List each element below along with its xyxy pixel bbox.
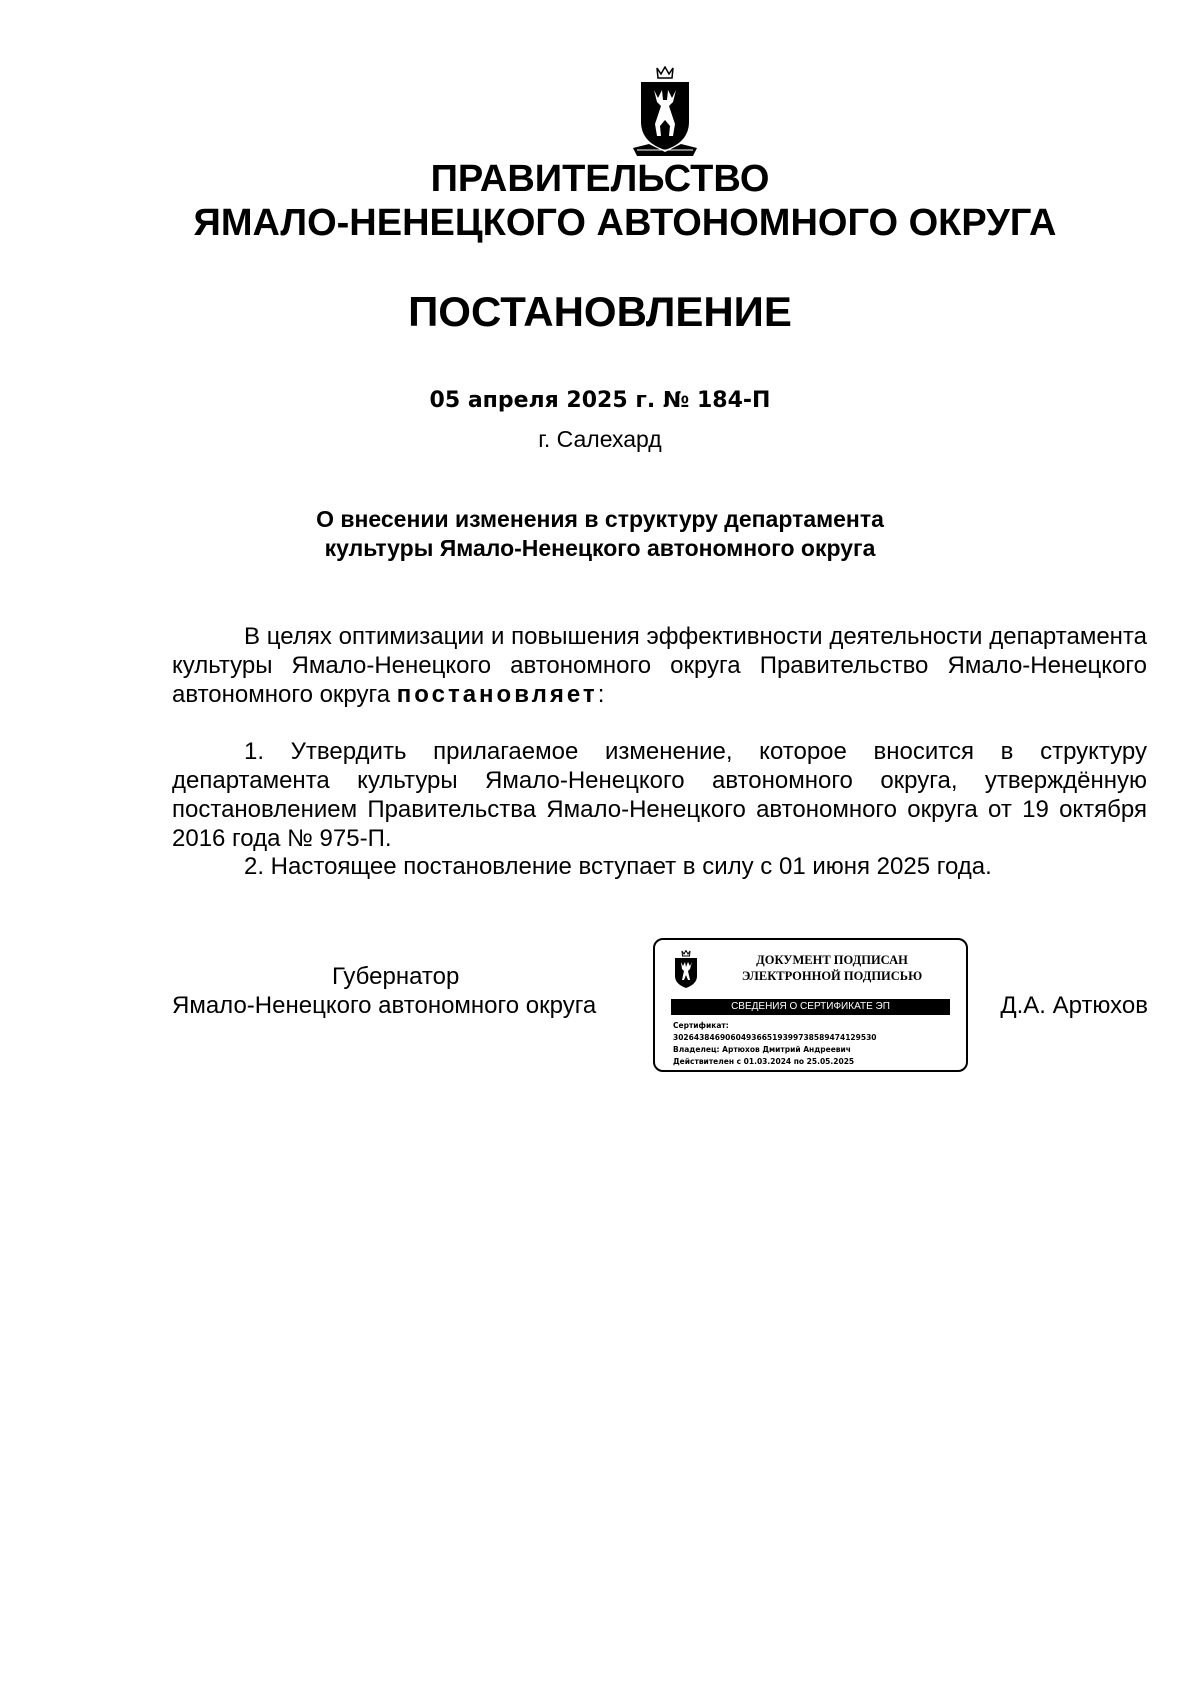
preamble-end: : — [597, 681, 605, 708]
stamp-validity: Действителен с 01.03.2024 по 25.05.2025 — [673, 1057, 855, 1066]
subject-line1: О внесении изменения в структуру департамента — [316, 506, 884, 532]
subject-line2: культуры Ямало-Ненецкого автономного округа — [324, 535, 876, 561]
item-1-text: 1. Утвердить прилагаемое изменение, которое вносится в структуру департамента культуры Ямало-Ненецкого автономного округа, утверждённую постановлением Правительства Ямало-Ненецкого автономного округа от 19 октября 2016 года № 975-П. — [172, 738, 1147, 852]
document-type: ПОСТАНОВЛЕНИЕ — [408, 288, 792, 335]
stamp-emblem-icon — [671, 950, 701, 990]
stamp-cert-label: Сертификат: — [673, 1021, 729, 1030]
document-city: г. Салехард — [538, 426, 662, 452]
org-name-line1: ПРАВИТЕЛЬСТВО — [430, 158, 770, 200]
signatory-title-line1: Губернатор — [332, 963, 460, 990]
item-1-paragraph — [172, 737, 1147, 853]
org-name-line2: ЯМАЛО-НЕНЕЦКОГО АВТОНОМНОГО ОКРУГА — [193, 202, 1057, 244]
coat-of-arms-icon — [627, 66, 703, 158]
signatory-name: Д.А. Артюхов — [1000, 992, 1148, 1019]
item-2-paragraph — [172, 852, 1147, 881]
signatory-title — [172, 962, 642, 1020]
stamp-heading-line2: ЭЛЕКТРОННОЙ ПОДПИСЬЮ — [741, 969, 923, 983]
preamble-text: В целях оптимизации и повышения эффективности деятельности департамента культуры Ямало-Ненецкого автономного округа Правительство Ямало-Ненецкого автономного округа — [172, 623, 1147, 708]
stamp-heading — [713, 952, 951, 984]
stamp-owner: Владелец: Артюхов Дмитрий Андреевич — [673, 1045, 851, 1054]
signatory-title-line2: Ямало-Ненецкого автономного округа — [172, 992, 597, 1019]
electronic-signature-stamp — [653, 938, 968, 1072]
document-date-number: 05 апреля 2025 г. № 184-П — [429, 388, 771, 413]
preamble-keyword: постановляет — [396, 681, 598, 708]
preamble-paragraph — [172, 622, 1147, 709]
stamp-certificate-info — [673, 1020, 953, 1068]
document-subject — [0, 505, 1200, 563]
stamp-certificate-bar: СВЕДЕНИЯ О СЕРТИФИКАТЕ ЭП — [671, 999, 950, 1015]
stamp-cert-value: 302643846906049366519399738589474129530 — [673, 1033, 877, 1042]
stamp-heading-line1: ДОКУМЕНТ ПОДПИСАН — [756, 953, 908, 967]
item-2-text: 2. Настоящее постановление вступает в силу с 01 июня 2025 года. — [244, 853, 992, 880]
